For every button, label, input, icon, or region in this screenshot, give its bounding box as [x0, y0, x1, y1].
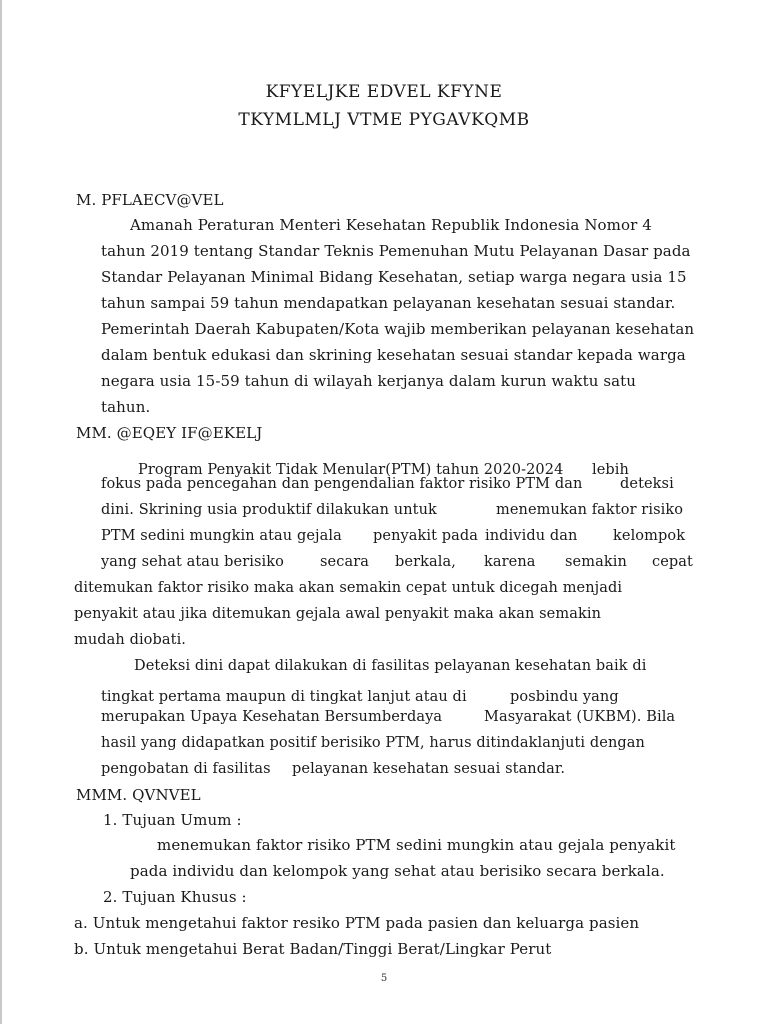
section-2-p1-line-5b: secara: [320, 554, 369, 570]
section-1-line-1: [130, 215, 696, 235]
page-number: 5: [380, 973, 388, 984]
specific-objective-a: a. Untuk mengetahui faktor resiko PTM pada pasien dan keluarga pasien: [74, 914, 640, 932]
objective-2-heading: 2. Tujuan Khusus :: [103, 888, 247, 906]
section-1-line-2: tahun 2019 tentang Standar Teknis Pemenuhan Mutu Pelayanan Dasar pada: [101, 242, 691, 260]
section-3-heading: MMM. QVNVEL: [76, 786, 201, 804]
section-1-heading: M. PFLAECV@VEL: [76, 191, 224, 209]
section-1-line-8: tahun.: [101, 398, 151, 416]
section-2-p1-line-3b: menemukan faktor risiko: [496, 502, 684, 518]
section-1-line-7: negara usia 15-59 tahun di wilayah kerjanya dalam kurun waktu satu: [101, 372, 637, 390]
section-2-p1-line-4c: individu dan: [485, 528, 578, 544]
section-2-p1-line-1: Program Penyakit Tidak Menular(PTM) tahun 2020-2024: [138, 462, 564, 478]
section-2-p2-line-2a: tingkat pertama maupun di tingkat lanjut atau di: [101, 689, 467, 705]
document-title-line-1: KFYELJKE EDVEL KFYNE: [265, 82, 503, 102]
section-2-p1-line-5a: yang sehat atau berisiko: [101, 554, 284, 570]
section-2-p2-line-4: hasil yang didapatkan positif berisiko PTM, harus ditindaklanjuti dengan: [101, 735, 645, 751]
section-2-p1-line-4d: kelompok: [613, 528, 686, 544]
section-2-p1-line-7: penyakit atau jika ditemukan gejala awal penyakit maka akan semakin: [74, 606, 602, 622]
section-1-line-4: tahun sampai 59 tahun mendapatkan pelayanan kesehatan sesuai standar.: [101, 294, 676, 312]
section-2-p2-line-5a: pengobatan di fasilitas: [101, 761, 271, 777]
section-2-p1-line-1-end: lebih: [592, 462, 629, 478]
section-2-p2-line-5b: pelayanan kesehatan sesuai standar.: [292, 761, 566, 777]
section-2-p1-line-2a: fokus pada pencegahan dan pengendalian faktor risiko PTM dan: [101, 476, 583, 492]
section-2-p2-line-1: Deteksi dini dapat dilakukan di fasilitas pelayanan kesehatan baik di: [134, 658, 647, 674]
objective-1-line-2: pada individu dan kelompok yang sehat atau berisiko secara berkala.: [130, 862, 665, 880]
objective-1-line-1: menemukan faktor risiko PTM sedini mungkin atau gejala penyakit: [157, 836, 676, 854]
document-title-line-2: TKYMLMLJ VTME PYGAVKQMB: [238, 110, 530, 130]
text: Amanah Peraturan Menteri Kesehatan Republik Indonesia Nomor 4: [130, 216, 652, 234]
specific-objective-b: b. Untuk mengetahui Berat Badan/Tinggi Berat/Lingkar Perut: [74, 940, 552, 958]
section-2-p1-line-3a: dini. Skrining usia produktif dilakukan untuk: [101, 502, 437, 518]
section-2-p1-line-4a: PTM sedini mungkin atau gejala: [101, 528, 342, 544]
section-2-p1-line-8: mudah diobati.: [74, 632, 187, 648]
section-2-p1-line-2b: deteksi: [620, 476, 674, 492]
page-edge: [0, 0, 2, 1024]
section-2-p1-line-5d: karena: [484, 554, 536, 570]
section-2-p1-line-4b: penyakit pada: [373, 528, 479, 544]
section-1-line-3: Standar Pelayanan Minimal Bidang Kesehatan, setiap warga negara usia 15: [101, 268, 687, 286]
section-2-p1-line-5e: semakin: [565, 554, 627, 570]
section-2-p1-line-5c: berkala,: [395, 554, 456, 570]
objective-1-heading: 1. Tujuan Umum :: [103, 811, 242, 829]
section-2-heading: MM. @EQEY IF@EKELJ: [76, 424, 263, 442]
section-2-p2-line-3b: Masyarakat (UKBM). Bila: [484, 709, 676, 725]
section-2-p1-line-6: ditemukan faktor risiko maka akan semakin cepat untuk dicegah menjadi: [74, 580, 623, 596]
section-1-line-5: Pemerintah Daerah Kabupaten/Kota wajib memberikan pelayanan kesehatan: [101, 320, 695, 338]
section-2-p2-line-2b: posbindu yang: [510, 689, 619, 705]
section-1-line-6: dalam bentuk edukasi dan skrining kesehatan sesuai standar kepada warga: [101, 346, 686, 364]
section-2-p2-line-3a: merupakan Upaya Kesehatan Bersumberdaya: [101, 709, 443, 725]
section-2-p1-line-5f: cepat: [652, 554, 693, 570]
